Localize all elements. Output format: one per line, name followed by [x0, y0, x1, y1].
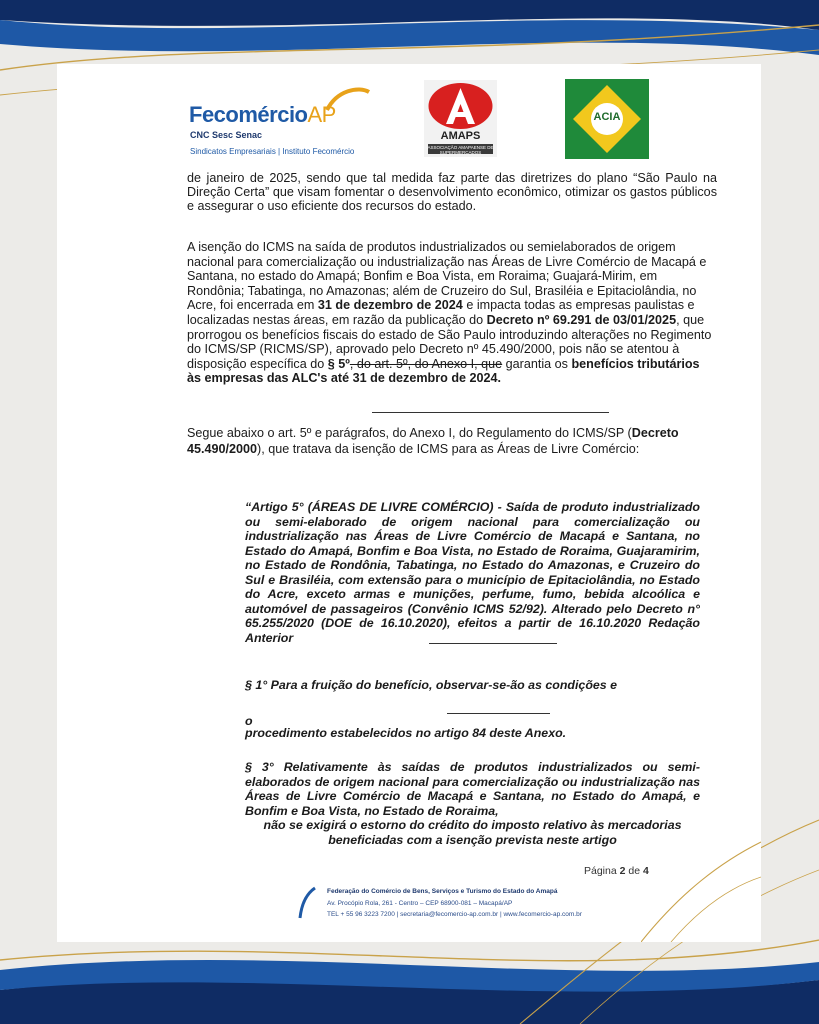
- paragraph-intro: [187, 171, 717, 213]
- amaps-logo: [424, 80, 497, 157]
- amaps-name: AMAPS: [440, 130, 481, 142]
- page-corner-decoration: [641, 822, 761, 942]
- quote-paragrafo-1: [245, 678, 700, 693]
- p2-benefits: benefícios tributários às empresas das ALC's até 31 de dezembro de 2024.: [187, 356, 700, 386]
- quote-o-text: o: [245, 714, 253, 728]
- p2-text-e: , que prorrogou os benefícios fiscais do estado de São Paulo introduzindo alterações no Regimento do ICMS/SP (RICMS/SP), aprovado pelo Decreto nº 45.490/2000, pois não se atentou à disposição específica do: [187, 312, 712, 371]
- fecomercio-logo: [187, 84, 387, 164]
- p3-text-c: ), que tratava da isenção de ICMS para as Áreas de Livre Comércio:: [257, 441, 640, 456]
- p2-paragraph-ref: § 5º: [327, 356, 350, 371]
- p2-date: 31 de dezembro de 2024: [317, 298, 463, 313]
- p2-text-a: A isenção do ICMS na saída de produtos industrializados ou semielaborados de origem nacional para comercialização ou industrialização nas Áreas de Livre Comércio de Macapá e Santana, no estado do Amapá; Bonfim e Boa Vista, em Roraima; Guajará-Mirim, em Rondônia; Tabatinga, no Amazonas; além de Cruzeiro do Sul, Brasiléia e Epitaciolândia, no Acre, foi encerrada em: [187, 240, 707, 313]
- p2-decree: Decreto nº 69.291 de 03/01/2025: [486, 312, 677, 327]
- page-number: Página 2 de 4: [584, 865, 649, 877]
- fecomercio-name: FecomércioAP: [189, 102, 336, 127]
- quote-underline: [429, 643, 557, 644]
- p2-text-c: e impacta todas as empresas paulistas e localizadas nestas áreas, em razão da publicação do: [187, 298, 695, 327]
- footer-address: Av. Procópio Rola, 261 - Centro – CEP 68900-081 – Macapá/AP: [327, 900, 513, 907]
- footer-organization: Federação do Comércio de Bens, Serviços e Turismo do Estado do Amapá: [327, 888, 558, 895]
- p2-text-h: garantia os: [505, 356, 568, 371]
- quote-artigo-5: [245, 500, 700, 645]
- acia-name: ACIA: [593, 111, 621, 123]
- amaps-subtitle: ASSOCIAÇÃO AMAPAENSE DE SUPERMERCADOS: [427, 145, 494, 155]
- fecomercio-tagline: CNC Sesc Senac: [190, 130, 263, 140]
- quote-artigo-5-text: “Artigo 5° (ÁREAS DE LIVRE COMÉRCIO) - Saída de produto industrializado ou semi-elaborado de origem nacional para comercialização ou industrialização nas Áreas de Livre Comércio de Macapá e Santana, no Estado do Amapá, Bonfim e Boa Vista, no Estado de Roraima, Guajaramirim, no Estado de Rondônia, Tabatinga, no Estado do Amazonas, e Cruzeiro do Sul e Brasiléia, com extensão para o município de Epitaciolândia, no Estado do Acre, exceto armas e munições, perfume, fumo, bebida alcoólica e automóvel de passageiros (Convênio ICMS 52/92). Alterado pelo Decreto n° 65.255/2020 (DOE de 16.10.2020), efeitos a partir de 16.10.2020 Redação Anterior: [245, 500, 700, 645]
- fecomercio-subtitle: Sindicatos Empresariais | Instituto Fecomércio: [190, 147, 355, 156]
- quote-paragrafo-1-text: § 1° Para a fruição do benefício, observar-se-ão as condições e: [245, 678, 617, 692]
- paragraph-segue: [187, 426, 717, 457]
- footer-logo-icon: [297, 886, 317, 920]
- acia-logo: [565, 79, 649, 159]
- p2-struck-text: , do art. 5º, do Anexo I, que: [349, 356, 503, 371]
- paragraph-isencao: [187, 240, 717, 386]
- quote-paragrafo-3: [245, 760, 700, 847]
- quote-paragrafo-3-text-a: § 3° Relativamente às saídas de produtos industrializados ou semi-elaborados de origem nacional para comercialização ou industrialização nas Áreas de Livre Comércio de Macapá e Santana, no Estado do Amapá, e Bonfim e Boa Vista, no Estado de Roraima,: [245, 760, 700, 818]
- footer-contact: TEL + 55 96 3223 7200 | secretaria@fecomercio-ap.com.br | www.fecomercio-ap.com.br: [327, 911, 582, 918]
- p3-text-a: Segue abaixo o art. 5º e parágrafos, do Anexo I, do Regulamento do ICMS/SP (: [187, 426, 632, 440]
- quote-procedimento: [245, 726, 700, 741]
- document-page: [57, 64, 761, 942]
- quote-paragrafo-3-text-b: não se exigirá o estorno do crédito do imposto relativo às mercadorias beneficiadas com a isenção prevista neste artigo: [263, 818, 682, 847]
- p2-underline: [372, 412, 609, 413]
- p3-decree: Decreto 45.490/2000: [187, 426, 679, 456]
- quote-procedimento-text: procedimento estabelecidos no artigo 84 deste Anexo.: [245, 726, 567, 740]
- paragraph-intro-text: de janeiro de 2025, sendo que tal medida faz parte das diretrizes do plano “São Paulo na Direção Certa” que visam fomentar o desenvolvimento econômico, otimizar os gastos públicos e assegurar o uso eficiente dos recursos do estado.: [187, 171, 717, 213]
